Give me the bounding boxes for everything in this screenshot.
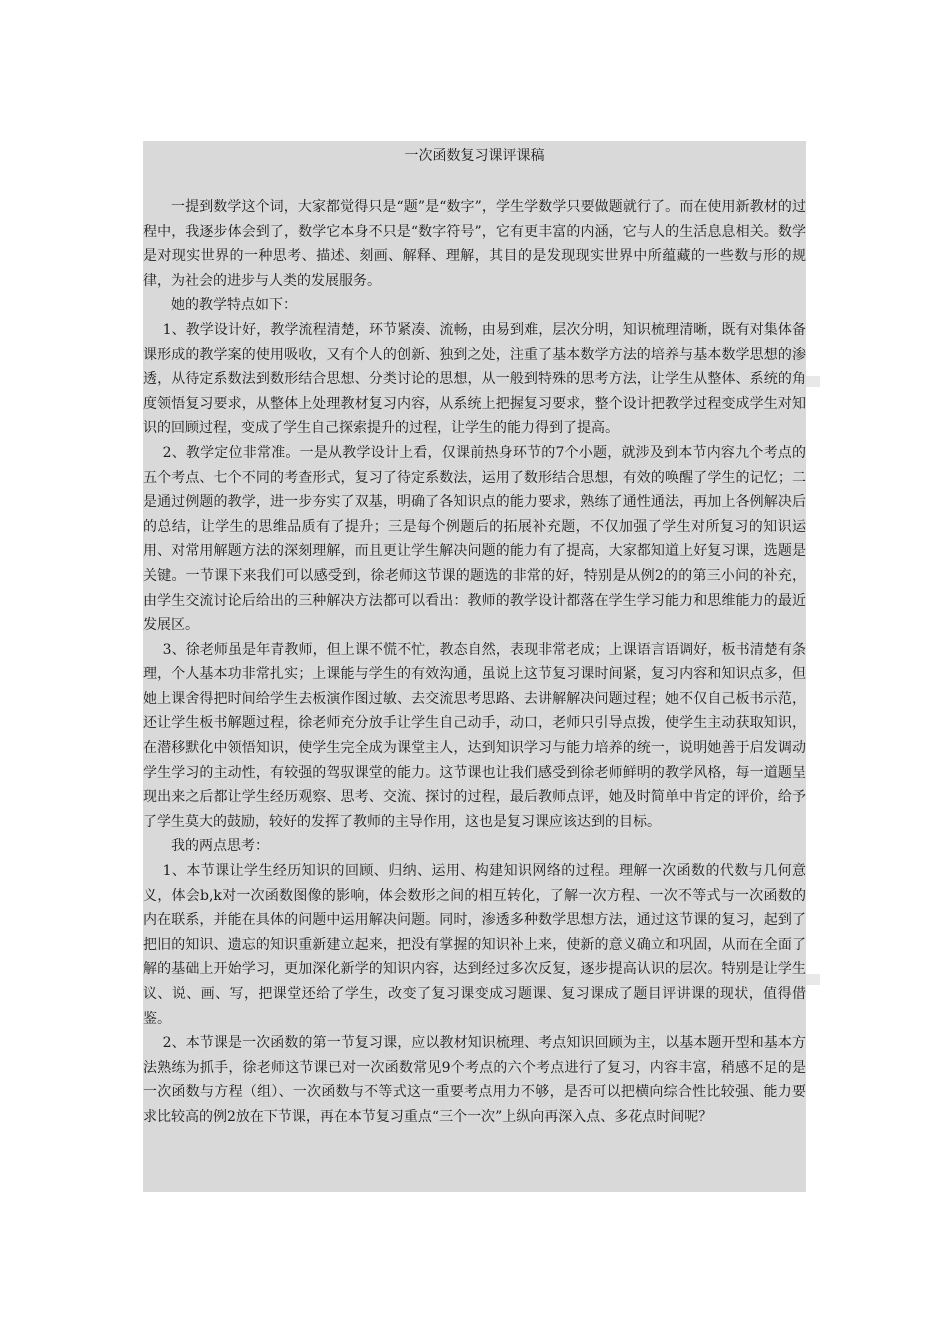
- feature-paragraph-2: 2、教学定位非常准。一是从教学设计上看，仅课前热身环节的7个小题，就涉及到本节内容九个考点的五个考点、七个不同的考查形式，复习了待定系数法，运用了数形结合思想，有效的唤醒了学生的记忆；二是通过例题的教学，进一步夯实了双基，明确了各知识点的能力要求，熟练了通性通法，再加上各例解决后的总结，让学生的思维品质有了提升；三是每个例题后的拓展补充题，不仅加强了学生对所复习的知识运用、对常用解题方法的深刻理解，而且更让学生解决问题的能力有了提高，大家都知道上好复习课，选题是关键。一节课下来我们可以感受到，徐老师这节课的题选的非常的好，特别是从例2的的第三小问的补充，由学生交流讨论后给出的三种解决方法都可以看出：教师的教学设计都落在学生学习能力和思维能力的最近发展区。: [143, 444, 806, 634]
- margin-mark: [806, 376, 820, 387]
- document-title: 一次函数复习课评课稿: [404, 148, 545, 164]
- thought-paragraph-1: 1、本节课让学生经历知识的回顾、归纳、运用、构建知识网络的过程。理解一次函数的代数与几何意义，体会b,k对一次函数图像的影响，体会数形之间的相互转化，了解一次方程、一次不等式与一次函数的内在联系，并能在具体的问题中运用解决问题。同时，渗透多种数学思想方法，通过这节课的复习，起到了把旧的知识、遗忘的知识重新建立起来，把没有掌握的知识补上来，使新的意义确立和巩固，从而在全面了解的基础上开始学习，更加深化新学的知识内容，达到经过多次反复，逐步提高认识的层次。特别是让学生议、说、画、写，把课堂还给了学生，改变了复习课变成习题课、复习课成了题目评讲课的现状，值得借鉴。: [143, 863, 806, 1027]
- document-body: [143, 195, 806, 1130]
- thoughts-heading: 我的两点思考：: [171, 838, 269, 855]
- feature-paragraph-3: 3、徐老师虽是年青教师，但上课不慌不忙，教态自然，表现非常老成；上课语言语调好，板书清楚有条理，个人基本功非常扎实；上课能与学生的有效沟通，虽说上这节复习课时间紧，复习内容和知识点多，但她上课舍得把时间给学生去板演作图过敏、去交流思考思路、去讲解解决问题过程；她不仅自己板书示范，还让学生板书解题过程，徐老师充分放手让学生自己动手，动口，老师只引导点拨，使学生主动获取知识，在潜移默化中领悟知识，使学生完全成为课堂主人，达到知识学习与能力培养的统一，说明她善于启发调动学生学习的主动性，有较强的驾驭课堂的能力。这节课也让我们感受到徐老师鲜明的教学风格，每一道题呈现出来之后都让学生经历观察、思考、交流、探讨的过程，最后教师点评，她及时简单中肯定的评价，给予了学生莫大的鼓励，较好的发挥了教师的主导作用，这也是复习课应该达到的目标。: [143, 641, 806, 830]
- features-heading: 她的教学特点如下：: [171, 297, 297, 314]
- feature-paragraph-1: 1、教学设计好，教学流程清楚，环节紧凑、流畅，由易到难，层次分明，知识梳理清晰，既有对集体备课形成的教学案的使用吸收，又有个人的创新、独到之处，注重了基本数学方法的培养与基本数学思想的渗透，从待定系数法到数形结合思想、分类讨论的思想，从一般到特殊的思考方法，让学生从整体、系统的角度领悟复习要求，从整体上处理教材复习内容，从系统上把握复习要求，整个设计把教学过程变成学生对知识的回顾过程，变成了学生自己探索提升的过程，让学生的能力得到了提高。: [143, 321, 806, 437]
- intro-paragraph: 一提到数学这个词，大家都觉得只是“题”是“数字”，学生学数学只要做题就行了。而在使用新教材的过程中，我逐步体会到了，数学它本身不只是“数字符号”，它有更丰富的内涵，它与人的生活息息相关。数学是对现实世界的一种思考、描述、刻画、解释、理解，其目的是发现现实世界中所蕴藏的一些数与形的规律，为社会的进步与人类的发展服务。: [143, 199, 806, 289]
- thought-paragraph-2: 2、本节课是一次函数的第一节复习课，应以教材知识梳理、考点知识回顾为主，以基本题开型和基本方法熟练为抓手，徐老师这节课已对一次函数常见9个考点的六个考点进行了复习，内容丰富，稍感不足的是一次函数与方程（组）、一次函数与不等式这一重要考点用力不够，是否可以把横向综合性比较强、能力要求比较高的例2放在下节课，再在本节复习重点“三个一次”上纵向再深入点、多花点时间呢？: [143, 1035, 806, 1125]
- margin-mark: [806, 974, 820, 985]
